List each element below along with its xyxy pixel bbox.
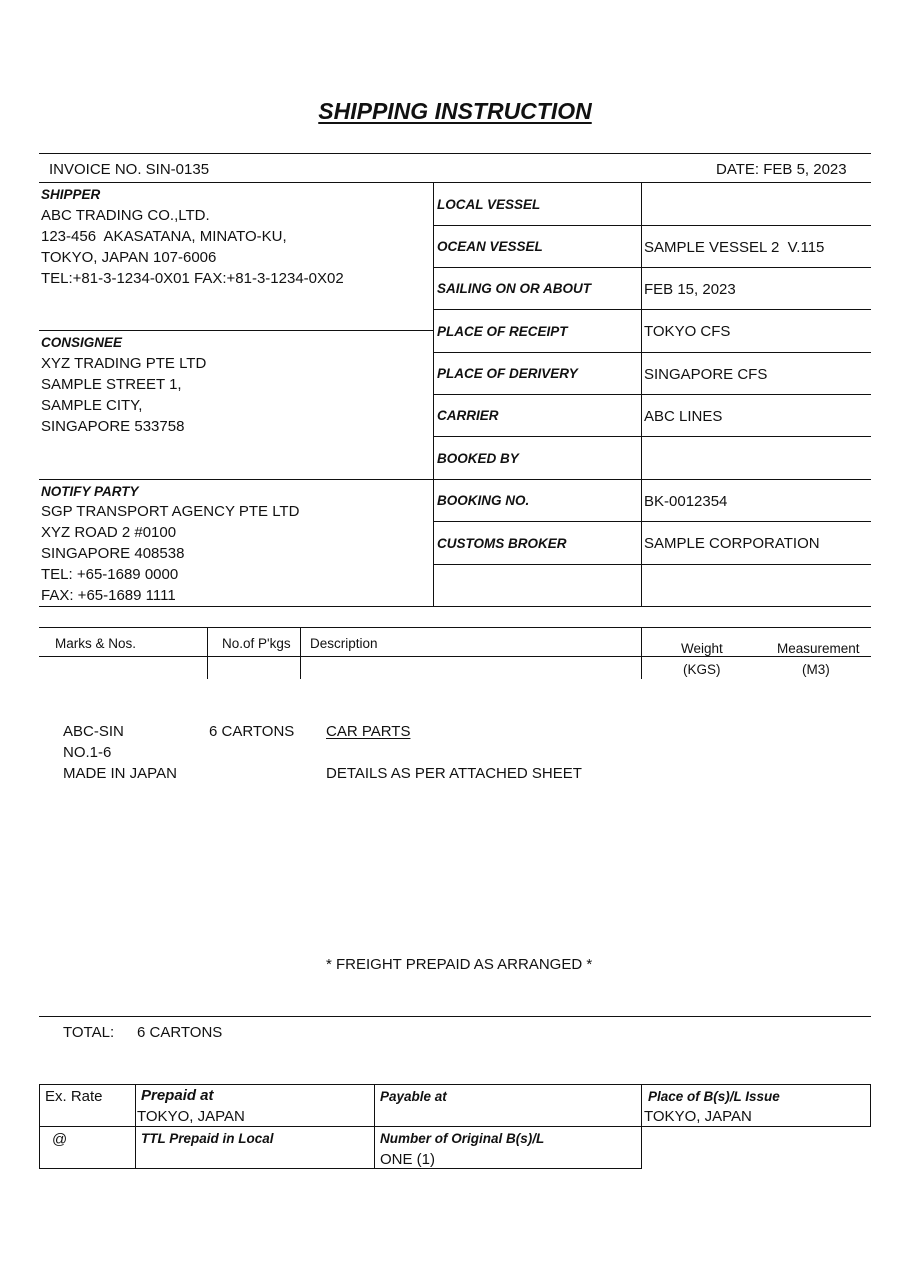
place-of-delivery-label: PLACE OF DERIVERY <box>437 366 578 381</box>
divider <box>39 627 871 628</box>
measurement-column-header: Measurement <box>777 641 860 656</box>
divider <box>870 1084 871 1127</box>
notify-party-line: SINGAPORE 408538 <box>41 545 185 562</box>
divider <box>433 309 871 310</box>
divider <box>433 564 871 565</box>
divider <box>433 352 871 353</box>
payable-at-label: Payable at <box>380 1089 447 1104</box>
booking-number-label: BOOKING NO. <box>437 493 530 508</box>
document-title: SHIPPING INSTRUCTION <box>318 98 592 124</box>
divider <box>433 394 871 395</box>
original-bl-count-label: Number of Original B(s)/L <box>380 1131 545 1146</box>
consignee-line: SAMPLE STREET 1, <box>41 376 182 393</box>
consignee-label: CONSIGNEE <box>41 335 123 350</box>
ocean-vessel-label: OCEAN VESSEL <box>437 239 543 254</box>
booking-number-value: BK-0012354 <box>644 493 728 510</box>
prepaid-at-label: Prepaid at <box>141 1087 214 1104</box>
divider <box>641 1084 642 1169</box>
notify-party-line: SGP TRANSPORT AGENCY PTE LTD <box>41 503 300 520</box>
shipper-line: ABC TRADING CO.,LTD. <box>41 207 210 224</box>
consignee-line: SINGAPORE 533758 <box>41 418 185 435</box>
divider <box>39 606 871 607</box>
at-sign: @ <box>52 1131 68 1148</box>
divider <box>39 479 433 480</box>
shipper-line: 123-456 AKASATANA, MINATO-KU, <box>41 228 287 245</box>
divider <box>433 225 871 226</box>
divider <box>433 479 871 480</box>
notify-party-line: FAX: +65-1689 1111 <box>41 587 176 604</box>
divider <box>39 182 871 183</box>
consignee-line: SAMPLE CITY, <box>41 397 143 414</box>
packages-column-header: No.of P'kgs <box>222 636 291 651</box>
place-of-receipt-value: TOKYO CFS <box>644 323 731 340</box>
ocean-vessel-value: SAMPLE VESSEL 2 V.115 <box>644 239 825 256</box>
measurement-unit: (M3) <box>802 662 830 677</box>
shipper-line: TOKYO, JAPAN 107-6006 <box>41 249 217 266</box>
total-value: 6 CARTONS <box>137 1024 223 1041</box>
divider <box>39 1084 871 1085</box>
local-vessel-label: LOCAL VESSEL <box>437 197 541 212</box>
goods-details-note: DETAILS AS PER ATTACHED SHEET <box>326 765 582 782</box>
divider <box>39 330 433 331</box>
divider <box>135 1084 136 1169</box>
divider <box>433 436 871 437</box>
divider <box>641 627 642 679</box>
marks-column-header: Marks & Nos. <box>55 636 137 651</box>
shipping-mark: MADE IN JAPAN <box>63 765 177 782</box>
notify-party-line: TEL: +65-1689 0000 <box>41 566 179 583</box>
divider <box>39 1084 40 1169</box>
place-of-delivery-value: SINGAPORE CFS <box>644 366 768 383</box>
divider <box>433 521 871 522</box>
total-label: TOTAL: <box>63 1024 115 1041</box>
notify-party-line: XYZ ROAD 2 #0100 <box>41 524 177 541</box>
weight-column-header: Weight <box>681 641 723 656</box>
goods-description: CAR PARTS <box>326 723 411 740</box>
place-of-receipt-label: PLACE OF RECEIPT <box>437 324 568 339</box>
ex-rate-label: Ex. Rate <box>45 1088 103 1105</box>
divider <box>39 656 871 657</box>
shipper-label: SHIPPER <box>41 187 101 202</box>
divider <box>374 1084 375 1169</box>
original-bl-count-value: ONE (1) <box>380 1151 436 1168</box>
freight-note: * FREIGHT PREPAID AS ARRANGED * <box>326 956 593 973</box>
carrier-value: ABC LINES <box>644 408 723 425</box>
ttl-prepaid-label: TTL Prepaid in Local <box>141 1131 274 1146</box>
booked-by-label: BOOKED BY <box>437 451 519 466</box>
divider <box>300 627 301 679</box>
customs-broker-label: CUSTOMS BROKER <box>437 536 567 551</box>
place-of-issue-label: Place of B(s)/L Issue <box>648 1089 780 1104</box>
invoice-number: INVOICE NO. SIN-0135 <box>49 161 210 178</box>
divider <box>433 267 871 268</box>
description-column-header: Description <box>310 636 378 651</box>
document-date: DATE: FEB 5, 2023 <box>716 161 847 178</box>
carrier-label: CARRIER <box>437 408 499 423</box>
place-of-issue-value: TOKYO, JAPAN <box>644 1108 752 1125</box>
customs-broker-value: SAMPLE CORPORATION <box>644 535 820 552</box>
sailing-date-value: FEB 15, 2023 <box>644 281 736 298</box>
package-count: 6 CARTONS <box>209 723 295 740</box>
shipper-line: TEL:+81-3-1234-0X01 FAX:+81-3-1234-0X02 <box>41 270 344 287</box>
prepaid-at-value: TOKYO, JAPAN <box>137 1108 245 1125</box>
weight-unit: (KGS) <box>683 662 721 677</box>
divider <box>207 627 208 679</box>
consignee-line: XYZ TRADING PTE LTD <box>41 355 207 372</box>
sailing-date-label: SAILING ON OR ABOUT <box>437 281 591 296</box>
notify-party-label: NOTIFY PARTY <box>41 484 139 499</box>
divider <box>39 153 871 154</box>
divider <box>39 1168 641 1169</box>
shipping-mark: ABC-SIN <box>63 723 124 740</box>
divider <box>39 1016 871 1017</box>
shipping-mark: NO.1-6 <box>63 744 112 761</box>
